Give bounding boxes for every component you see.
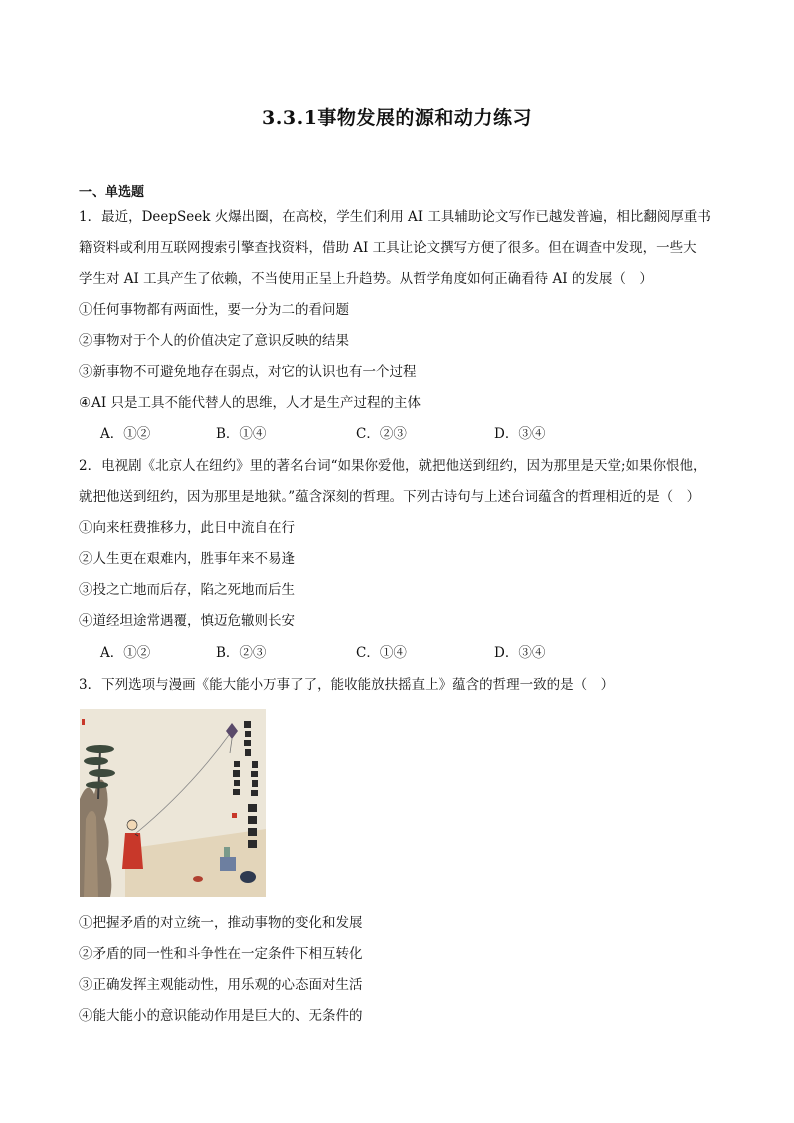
q3-item-3: ③正确发挥主观能动性，用乐观的心态面对生活 <box>79 977 363 993</box>
q1-item-1: ①任何事物都有两面性，要一分为二的看问题 <box>79 302 349 318</box>
q1-option-a[interactable]: A．①② <box>100 426 151 442</box>
q1-item-4: ④AI 只是工具不能代替人的思维，人才是生产过程的主体 <box>79 395 421 411</box>
q2-options <box>100 643 545 663</box>
q1-stem-line-1: 1．最近，DeepSeek 火爆出圈，在高校，学生们利用 AI 工具辅助论文写作已越发普遍，相比翻阅厚重书 <box>79 209 711 225</box>
q2-option-d[interactable]: D．③④ <box>494 645 546 661</box>
q2-option-a[interactable]: A．①② <box>100 645 151 661</box>
q3-item-2: ②矛盾的同一性和斗争性在一定条件下相互转化 <box>79 946 363 962</box>
q1-stem-line-3: 学生对 AI 工具产生了依赖，不当使用正呈上升趋势。从哲学角度如何正确看待 AI 的发展（ ） <box>79 271 653 287</box>
page-title: 3.3.1事物发展的源和动力练习 <box>262 107 532 129</box>
q2-option-b[interactable]: B．②③ <box>216 645 267 661</box>
q3-item-1: ①把握矛盾的对立统一，推动事物的变化和发展 <box>79 915 363 931</box>
q1-option-d[interactable]: D．③④ <box>494 426 546 442</box>
q2-stem-line-1: 2．电视剧《北京人在纽约》里的著名台词“如果你爱他，就把他送到纽约，因为那里是天堂;如果你恨他， <box>79 458 707 474</box>
q1-options <box>100 424 545 444</box>
q2-item-3: ③投之亡地而后存，陷之死地而后生 <box>79 582 295 598</box>
q1-item-2: ②事物对于个人的价值决定了意识反映的结果 <box>79 333 349 349</box>
q1-option-b[interactable]: B．①④ <box>216 426 267 442</box>
q2-item-1: ①向来枉费推移力，此日中流自在行 <box>79 520 295 536</box>
q1-option-c[interactable]: C．②③ <box>356 426 407 442</box>
q2-item-4: ④道经坦途常遇覆，慎迈危辙则长安 <box>79 613 295 629</box>
q3-stem-line-1: 3．下列选项与漫画《能大能小万事了了，能收能放扶摇直上》蕴含的哲理一致的是（ ） <box>79 677 615 693</box>
q1-item-3: ③新事物不可避免地存在弱点，对它的认识也有一个过程 <box>79 364 417 380</box>
section-heading: 一、单选题 <box>79 185 145 200</box>
q3-item-4: ④能大能小的意识能动作用是巨大的、无条件的 <box>79 1008 363 1024</box>
q1-stem-line-2: 籍资料或利用互联网搜索引擎查找资料，借助 AI 工具让论文撰写方便了很多。但在调查中发现，一些大 <box>79 240 697 256</box>
q2-stem-line-2: 就把他送到纽约，因为那里是地狱。”蕴含深刻的哲理。下列古诗句与上述台词蕴含的哲理相近的是（ ） <box>79 489 701 505</box>
q2-option-c[interactable]: C．①④ <box>356 645 407 661</box>
kite-painting-image <box>80 709 266 897</box>
q2-item-2: ②人生更在艰难内，胜事年来不易逢 <box>79 551 295 567</box>
